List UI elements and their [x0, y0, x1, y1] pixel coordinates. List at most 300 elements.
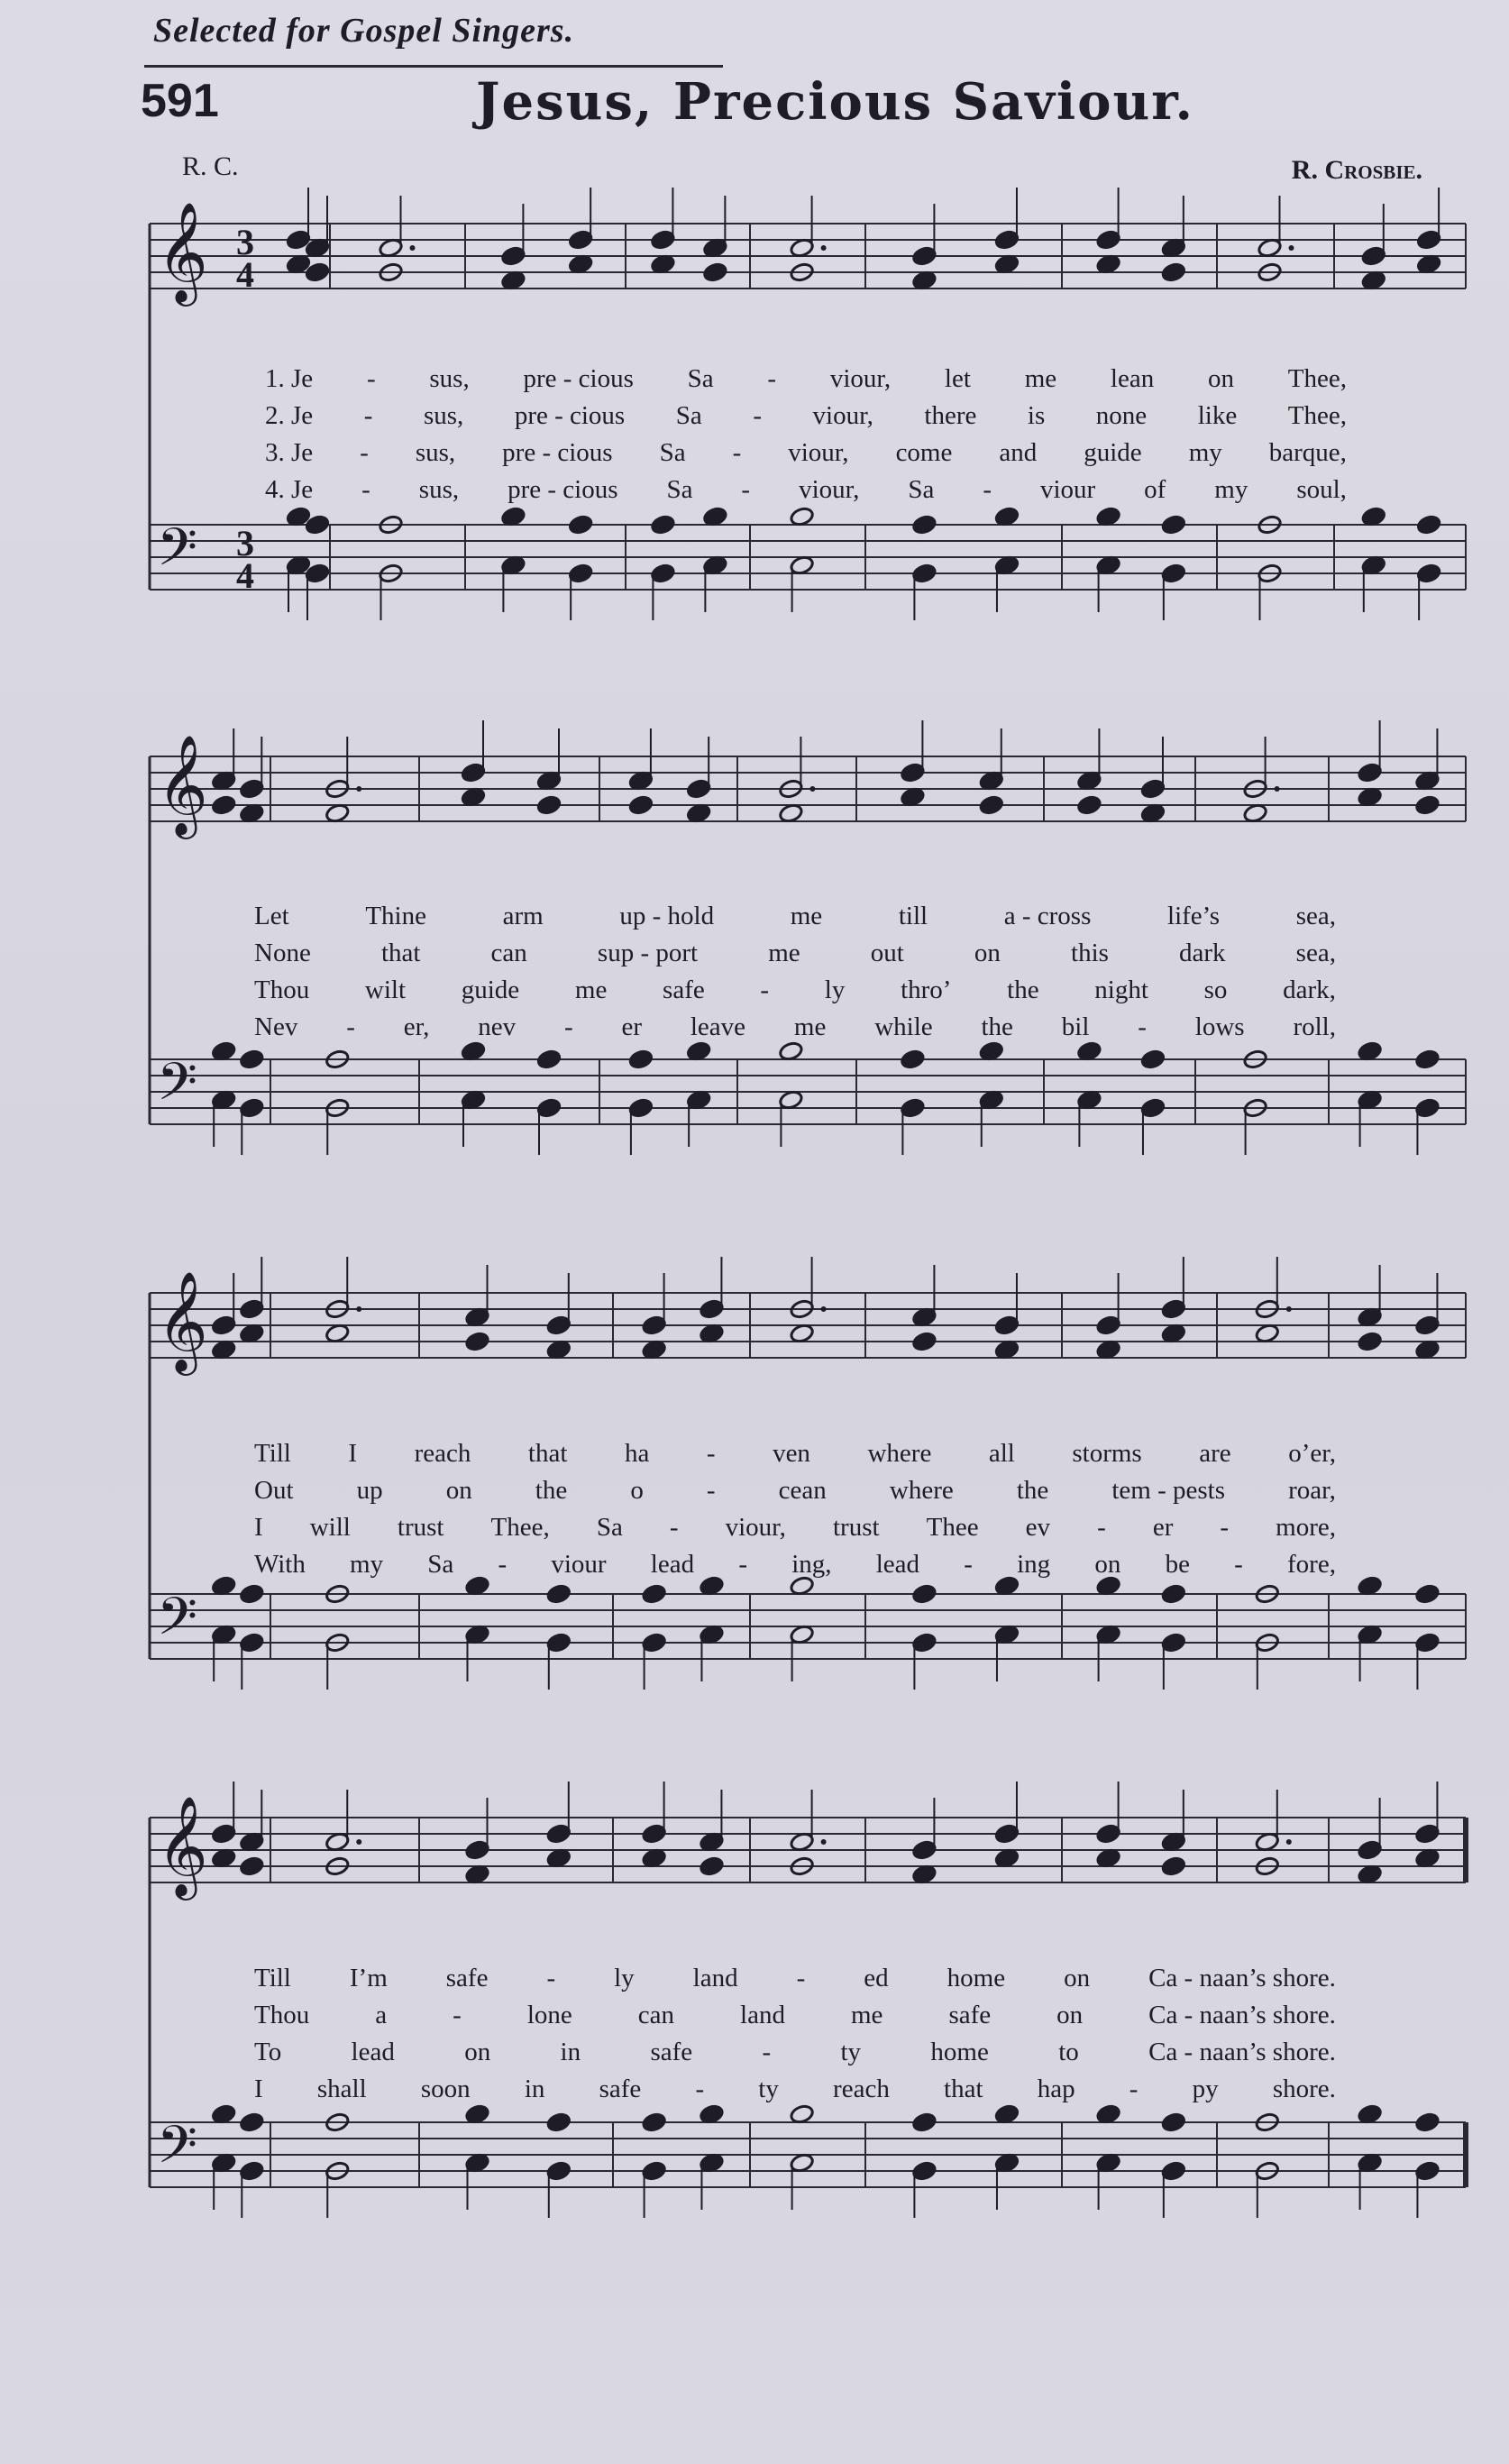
lyric-syllable: that — [380, 939, 421, 967]
bass-note — [239, 1049, 264, 1069]
lyric-syllable: ty — [840, 2038, 862, 2066]
treble-note — [702, 261, 727, 282]
dot — [1286, 1306, 1292, 1312]
bass-note — [1161, 514, 1186, 535]
bass-note — [568, 563, 593, 583]
composer-credit: R. Crosbie. — [1291, 155, 1422, 185]
bass-note — [642, 1632, 667, 1653]
bass-note — [911, 514, 937, 535]
lyric-syllable: my — [1188, 438, 1222, 467]
treble-note — [568, 229, 593, 250]
bass-note — [911, 1632, 937, 1653]
bass-note — [911, 563, 937, 583]
lyric-syllable: To — [254, 2038, 282, 2066]
lyric-syllable: shall — [316, 2075, 367, 2103]
lyric-syllable: er — [1152, 1513, 1174, 1542]
lyric-line — [254, 1513, 1336, 1543]
lyric-line — [254, 1439, 1336, 1469]
dot — [356, 786, 361, 792]
treble-note — [1358, 1331, 1383, 1351]
lyric-syllable: I’m — [349, 1964, 388, 1992]
treble-note — [642, 1823, 667, 1844]
lyric-syllable: - — [964, 1550, 973, 1579]
treble-note — [642, 1314, 667, 1335]
lyric-syllable: - — [741, 475, 751, 504]
lyric-syllable: soon — [420, 2075, 471, 2103]
lyric-syllable: - — [706, 1476, 716, 1505]
lyric-syllable: come — [895, 438, 953, 467]
lyric-syllable: viour, — [788, 438, 849, 467]
treble-note — [911, 1331, 937, 1351]
lyric-syllable: - — [1138, 1012, 1147, 1041]
lyric-syllable: ev — [1025, 1513, 1051, 1542]
treble-note — [546, 1823, 572, 1844]
lyric-syllable: lows — [1194, 1012, 1245, 1041]
lyric-syllable: roll, — [1293, 1012, 1336, 1041]
treble-note — [628, 794, 654, 815]
lyric-syllable: arm — [502, 902, 544, 930]
treble-note — [1096, 1314, 1121, 1335]
lyric-syllable: guide — [461, 976, 520, 1004]
bass-note — [628, 1049, 654, 1069]
lyric-syllable: lead — [650, 1550, 695, 1579]
lyric-syllable: safe — [445, 1964, 489, 1992]
lyric-syllable: er, — [403, 1012, 430, 1041]
lyric-syllable: me — [850, 2001, 883, 2029]
hymn-title: Jesus, Precious Saviour. — [476, 72, 1195, 132]
dot — [1275, 786, 1280, 792]
dot — [410, 245, 416, 251]
time-signature-bottom: 4 — [236, 555, 254, 596]
lyric-line — [254, 1476, 1336, 1506]
bass-note — [1416, 514, 1441, 535]
treble-note — [1361, 245, 1386, 266]
bass-note — [1414, 1049, 1440, 1069]
dot — [821, 1839, 827, 1845]
bass-clef: 𝄢 — [157, 1586, 198, 1660]
lyric-syllable: - — [738, 1550, 747, 1579]
author-credit: R. C. — [182, 151, 239, 181]
bass-note — [546, 2111, 572, 2132]
lyric-syllable: pre - cious — [514, 401, 626, 430]
lyric-syllable: ty — [758, 2075, 779, 2103]
lyric-syllable: Nev — [254, 1012, 298, 1041]
bass-note — [1414, 2111, 1440, 2132]
bass-note — [546, 1583, 572, 1604]
lyric-line — [254, 2038, 1336, 2067]
time-signature-top: 3 — [236, 523, 254, 563]
treble-note — [1076, 794, 1102, 815]
hymn-number: 591 — [141, 75, 219, 127]
lyric-syllable: - — [796, 1964, 806, 1992]
treble-note — [911, 1839, 937, 1860]
bass-note — [1414, 1583, 1440, 1604]
lyric-syllable: - — [1129, 2075, 1139, 2103]
lyric-syllable: me — [790, 902, 823, 930]
bass-note — [1161, 1583, 1186, 1604]
lyric-syllable: viour, — [725, 1513, 786, 1542]
lyric-syllable: viour — [551, 1550, 607, 1579]
lyric-syllable: on — [1064, 1964, 1091, 1992]
treble-note — [500, 245, 526, 266]
treble-clef: 𝄞 — [157, 1795, 208, 1896]
lyric-syllable: - — [546, 1964, 556, 1992]
lyric-syllable: me — [574, 976, 608, 1004]
lyric-syllable: and — [999, 438, 1038, 467]
lyric-syllable: Sa — [666, 475, 693, 504]
lyric-syllable: of — [1144, 475, 1166, 504]
lyric-syllable: that — [944, 2075, 983, 2103]
lyric-syllable: on — [974, 939, 1001, 967]
lyric-syllable: wilt — [364, 976, 407, 1004]
treble-note — [239, 1855, 264, 1876]
lyric-syllable: leave — [690, 1012, 746, 1041]
treble-note — [1161, 261, 1186, 282]
lyric-syllable: dark — [1179, 939, 1226, 967]
bass-note — [911, 2160, 937, 2181]
lyric-syllable: where — [889, 1476, 954, 1505]
lyric-syllable: barque, — [1268, 438, 1347, 467]
treble-note — [239, 1298, 264, 1319]
lyric-syllable: - — [767, 364, 777, 393]
lyric-syllable: safe — [650, 2038, 693, 2066]
treble-note — [1161, 1855, 1186, 1876]
lyric-syllable: o’er, — [1288, 1439, 1336, 1468]
lyric-syllable: is — [1027, 401, 1046, 430]
lyric-syllable: ing — [1017, 1550, 1051, 1579]
lyric-syllable: Sa — [675, 401, 702, 430]
lyric-syllable: on — [1094, 1550, 1121, 1579]
lyric-syllable: - — [695, 2075, 705, 2103]
lyric-syllable: lean — [1110, 364, 1155, 393]
lyric-syllable: fore, — [1287, 1550, 1336, 1579]
lyric-syllable: - — [360, 438, 369, 467]
bass-note — [1414, 2160, 1440, 2181]
lyric-syllable: Thee, — [1287, 364, 1347, 393]
lyric-syllable: the — [981, 1012, 1013, 1041]
lyric-syllable: me — [793, 1012, 827, 1041]
lyric-syllable: 3. Je — [265, 438, 314, 467]
lyric-syllable: soul, — [1296, 475, 1347, 504]
lyric-syllable: me — [1024, 364, 1057, 393]
lyric-syllable: ha — [624, 1439, 650, 1468]
treble-note — [211, 1823, 236, 1844]
lyric-syllable: viour, — [812, 401, 873, 430]
lyric-syllable: pre - cious — [508, 475, 618, 504]
lyric-syllable: Thee — [926, 1513, 979, 1542]
lyric-syllable: reach — [833, 2075, 890, 2103]
treble-note — [211, 1314, 236, 1335]
lyric-syllable: that — [527, 1439, 568, 1468]
lyric-syllable: me — [768, 939, 800, 967]
lyric-syllable: Till — [254, 1439, 291, 1468]
lyric-syllable: Sa — [659, 438, 686, 467]
lyric-syllable: viour, — [829, 364, 892, 393]
bass-note — [642, 2160, 667, 2181]
lyric-syllable: nev — [478, 1012, 517, 1041]
bass-note — [239, 2160, 264, 2181]
lyric-syllable: cean — [778, 1476, 827, 1505]
lyric-syllable: - — [760, 976, 770, 1004]
lyric-syllable: roar, — [1288, 1476, 1336, 1505]
bass-note — [900, 1097, 925, 1118]
lyric-syllable: can — [637, 2001, 675, 2029]
bass-note — [911, 2111, 937, 2132]
treble-note — [1096, 229, 1121, 250]
lyric-syllable: reach — [414, 1439, 471, 1468]
lyric-syllable: to — [1058, 2038, 1079, 2066]
lyric-syllable: life’s — [1167, 902, 1221, 930]
lyric-syllable: Sa — [427, 1550, 454, 1579]
bass-note — [536, 1049, 562, 1069]
treble-note — [900, 762, 925, 783]
lyric-syllable: With — [254, 1550, 306, 1579]
lyric-syllable: - — [563, 1012, 573, 1041]
lyric-syllable: py — [1192, 2075, 1219, 2103]
lyric-syllable: 2. Je — [265, 401, 314, 430]
lyric-syllable: Sa — [687, 364, 714, 393]
lyric-syllable: can — [490, 939, 527, 967]
time-signature-bottom: 4 — [236, 254, 254, 295]
lyric-syllable: pre - cious — [502, 438, 613, 467]
treble-note — [546, 1314, 572, 1335]
lyric-syllable: Let — [254, 902, 289, 930]
lyric-syllable: a - cross — [1003, 902, 1092, 930]
lyric-syllable: land — [740, 2001, 785, 2029]
lyric-syllable: ven — [773, 1439, 810, 1468]
dot — [821, 1306, 827, 1312]
bass-note — [1161, 563, 1186, 583]
lyric-syllable: - — [498, 1550, 508, 1579]
bass-note — [546, 1632, 572, 1653]
bass-note — [239, 1632, 264, 1653]
bass-note — [1140, 1049, 1166, 1069]
lyric-syllable: the — [535, 1476, 568, 1505]
treble-note — [994, 1823, 1020, 1844]
lyric-syllable: Ca - naan’s shore. — [1148, 2038, 1336, 2066]
treble-note — [536, 794, 562, 815]
treble-note — [699, 1855, 724, 1876]
lyric-syllable: I — [254, 1513, 263, 1542]
lyric-syllable: more, — [1276, 1513, 1336, 1542]
treble-note — [1414, 1823, 1440, 1844]
lyric-syllable: Thee, — [490, 1513, 550, 1542]
treble-clef: 𝄞 — [157, 1270, 208, 1371]
lyric-syllable: pre - cious — [523, 364, 634, 393]
lyric-syllable: hap — [1037, 2075, 1075, 2103]
lyric-syllable: sup - port — [597, 939, 699, 967]
lyric-syllable: thro’ — [901, 976, 952, 1004]
lyric-syllable: in — [524, 2075, 545, 2103]
lyric-syllable: safe — [599, 2075, 642, 2103]
lyric-line — [254, 2075, 1336, 2104]
lyric-syllable: - — [366, 364, 376, 393]
treble-note — [1416, 229, 1441, 250]
treble-note — [994, 1314, 1020, 1335]
lyric-syllable: Out — [254, 1476, 294, 1505]
lyric-syllable: o — [630, 1476, 644, 1505]
lyric-syllable: a — [375, 2001, 388, 2029]
lyric-syllable: - — [453, 2001, 462, 2029]
lyric-syllable: on — [464, 2038, 491, 2066]
bass-note — [650, 563, 675, 583]
lyric-syllable: - — [706, 1439, 716, 1468]
dot — [1286, 1839, 1292, 1845]
dot — [821, 245, 827, 251]
lyric-syllable: - — [762, 2038, 772, 2066]
dot — [356, 1839, 361, 1845]
lyric-syllable: er — [621, 1012, 642, 1041]
bass-note — [911, 1583, 937, 1604]
lyric-syllable: will — [309, 1513, 351, 1542]
lyric-syllable: - — [363, 401, 373, 430]
treble-note — [1096, 1823, 1121, 1844]
lyric-syllable: bil — [1061, 1012, 1090, 1041]
lyric-syllable: on — [1056, 2001, 1084, 2029]
lyric-syllable: home — [947, 1964, 1006, 1992]
lyric-syllable: trust — [397, 1513, 444, 1542]
lyric-syllable: the — [1016, 1476, 1049, 1505]
lyric-syllable: viour — [1039, 475, 1096, 504]
lyric-syllable: ly — [824, 976, 846, 1004]
lyric-line — [265, 401, 1347, 431]
lyric-syllable: 4. Je — [265, 475, 314, 504]
lyric-syllable: storms — [1072, 1439, 1142, 1468]
lyric-line — [254, 2001, 1336, 2030]
lyric-syllable: sus, — [415, 438, 456, 467]
lyric-syllable: lone — [526, 2001, 572, 2029]
lyric-syllable: up — [356, 1476, 383, 1505]
lyric-syllable: sus, — [418, 475, 460, 504]
bass-note — [1414, 1632, 1440, 1653]
lyric-syllable: none — [1095, 401, 1148, 430]
lyric-syllable: 1. Je — [265, 364, 314, 393]
lyric-syllable: Ca - naan’s shore. — [1148, 1964, 1336, 1992]
lyric-syllable: this — [1071, 939, 1109, 967]
lyric-syllable: lead — [351, 2038, 395, 2066]
bass-note — [650, 514, 675, 535]
lyric-syllable: my — [350, 1550, 384, 1579]
lyric-syllable: Till — [254, 1964, 291, 1992]
lyric-syllable: where — [867, 1439, 932, 1468]
lyric-syllable: Ca - naan’s shore. — [1148, 2001, 1336, 2029]
lyric-syllable: so — [1203, 976, 1228, 1004]
bass-note — [239, 1583, 264, 1604]
treble-note — [1414, 794, 1440, 815]
treble-note — [239, 778, 264, 799]
bass-note — [642, 2111, 667, 2132]
lyric-syllable: guide — [1084, 438, 1142, 467]
lyric-syllable: in — [560, 2038, 581, 2066]
treble-note — [464, 1839, 489, 1860]
lyric-syllable: - — [753, 401, 762, 430]
treble-note — [211, 794, 236, 815]
treble-clef: 𝄞 — [157, 201, 208, 302]
lyric-syllable: tem - pests — [1111, 1476, 1226, 1505]
lyric-line — [265, 364, 1347, 394]
bass-note — [546, 2160, 572, 2181]
treble-note — [979, 794, 1004, 815]
lyric-syllable: - — [1220, 1513, 1230, 1542]
lyric-syllable: I — [348, 1439, 358, 1468]
treble-note — [1414, 1314, 1440, 1335]
treble-clef: 𝄞 — [157, 734, 208, 835]
lyric-line — [254, 1550, 1336, 1580]
bass-note — [1161, 2111, 1186, 2132]
lyric-syllable: ly — [614, 1964, 635, 1992]
bass-note — [1161, 2160, 1186, 2181]
treble-note — [1140, 778, 1166, 799]
lyric-syllable: sea, — [1295, 939, 1336, 967]
running-header: Selected for Gospel Singers. — [153, 12, 575, 50]
lyric-syllable: up - hold — [619, 902, 715, 930]
bass-note — [642, 1583, 667, 1604]
treble-note — [699, 1298, 724, 1319]
lyric-syllable: sus, — [423, 401, 464, 430]
treble-note — [686, 778, 711, 799]
lyric-syllable: night — [1094, 976, 1148, 1004]
lyric-syllable: on — [1207, 364, 1234, 393]
lyric-syllable: - — [346, 1012, 355, 1041]
lyric-line — [254, 1012, 1336, 1042]
lyric-syllable: ed — [864, 1964, 889, 1992]
treble-note — [650, 229, 675, 250]
lyric-syllable: sea, — [1295, 902, 1336, 930]
lyric-syllable: dark, — [1283, 976, 1336, 1004]
lyric-syllable: sus, — [429, 364, 470, 393]
lyric-syllable: - — [1234, 1550, 1243, 1579]
bass-note — [536, 1097, 562, 1118]
lyric-line — [254, 1964, 1336, 1993]
lyric-syllable: the — [1007, 976, 1039, 1004]
bass-note — [900, 1049, 925, 1069]
lyric-syllable: be — [1165, 1550, 1190, 1579]
bass-note — [1161, 1632, 1186, 1653]
lyric-syllable: - — [361, 475, 370, 504]
lyric-syllable: trust — [833, 1513, 880, 1542]
lyric-syllable: let — [944, 364, 971, 393]
lyric-line — [254, 902, 1336, 931]
bass-note — [568, 514, 593, 535]
lyric-syllable: safe — [948, 2001, 992, 2029]
bass-note — [1414, 1097, 1440, 1118]
lyric-syllable: Thou — [254, 976, 310, 1004]
lyric-syllable: there — [924, 401, 977, 430]
bass-clef: 𝄢 — [157, 1051, 198, 1125]
lyric-syllable: are — [1199, 1439, 1231, 1468]
treble-note — [911, 245, 937, 266]
lyric-syllable: out — [870, 939, 904, 967]
bass-note — [1140, 1097, 1166, 1118]
lyric-syllable: while — [874, 1012, 933, 1041]
lyric-line — [254, 939, 1336, 968]
lyric-line — [254, 976, 1336, 1005]
lyric-line — [265, 475, 1347, 505]
lyric-syllable: - — [669, 1513, 679, 1542]
lyric-syllable: ing, — [791, 1550, 832, 1579]
lyric-syllable: home — [930, 2038, 989, 2066]
lyric-syllable: Thou — [254, 2001, 310, 2029]
bass-clef: 𝄢 — [157, 2114, 198, 2188]
lyric-syllable: shore. — [1272, 2075, 1336, 2103]
dot — [809, 786, 815, 792]
lyric-syllable: land — [692, 1964, 738, 1992]
lyric-syllable: Thee, — [1287, 401, 1347, 430]
lyric-syllable: Sa — [596, 1513, 623, 1542]
bass-note — [239, 1097, 264, 1118]
lyric-syllable: on — [445, 1476, 472, 1505]
lyric-syllable: Sa — [908, 475, 935, 504]
